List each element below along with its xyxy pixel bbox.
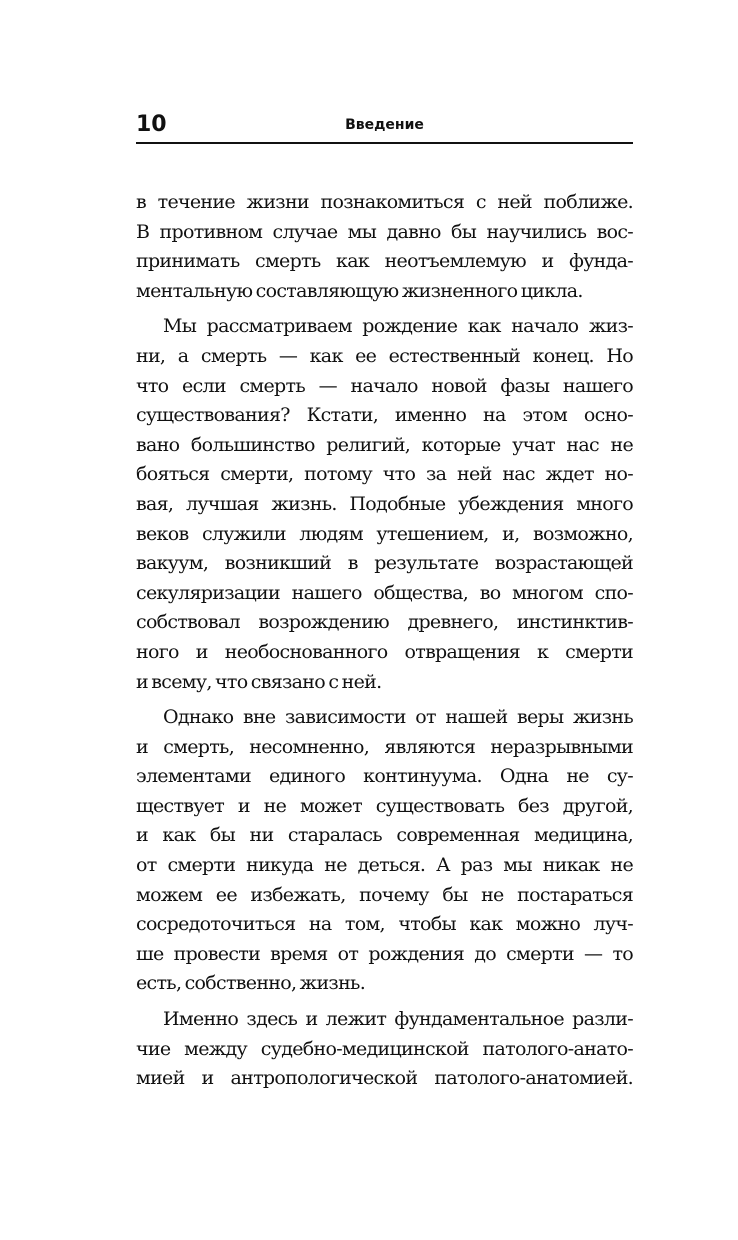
text-line: можем ее избежать, почему бы не постараться xyxy=(136,883,633,906)
text-line: вано большинство религий, которые учат нас не xyxy=(136,433,633,456)
text-line: мией и антропологической патолого-анатомией. xyxy=(136,1067,633,1090)
text-line: бояться смерти, потому что за ней нас ждет но- xyxy=(136,463,633,486)
text-line: ментальную составляющую жизненного цикла. xyxy=(136,279,583,302)
page-number: 10 xyxy=(136,112,167,137)
paragraph-2 xyxy=(136,312,633,697)
text-line: вая, лучшая жизнь. Подобные убеждения много xyxy=(136,492,633,515)
text-line: сосредоточиться на том, чтобы как можно луч- xyxy=(136,913,633,936)
text-line: и всему, что связано с ней. xyxy=(136,670,382,693)
text-line: ного и необоснованного отвращения к смерти xyxy=(136,640,633,663)
text-line: что если смерть — начало новой фазы нашего xyxy=(136,374,633,397)
text-body xyxy=(136,188,633,1100)
text-line: секуляризации нашего общества, во многом спо- xyxy=(136,581,633,604)
text-line: и как бы ни старалась современная медицина, xyxy=(136,824,633,847)
text-line: собствовал возрождению древнего, инстинктив- xyxy=(136,611,633,634)
text-line: и смерть, несомненно, являются неразрывными xyxy=(136,735,633,758)
text-line: Именно здесь и лежит фундаментальное разли- xyxy=(163,1008,633,1031)
paragraph-1 xyxy=(136,188,633,306)
text-line: ше провести время от рождения до смерти — то xyxy=(136,942,633,965)
text-line: ществует и не может существовать без другой, xyxy=(136,794,633,817)
text-line: от смерти никуда не деться. А раз мы никак не xyxy=(136,854,633,877)
text-line: в течение жизни познакомиться с ней поближе. xyxy=(136,191,633,213)
paragraph-4 xyxy=(136,1005,633,1094)
running-header xyxy=(136,110,633,144)
text-line: вакуум, возникший в результате возрастающей xyxy=(136,552,633,575)
text-line: Мы рассматриваем рождение как начало жиз- xyxy=(163,315,633,338)
text-line: В противном случае мы давно бы научились вос- xyxy=(136,220,633,243)
paragraph-3 xyxy=(136,703,633,999)
text-line: веков служили людям утешением, и, возможно, xyxy=(136,522,633,545)
text-line: чие между судебно-медицинской патолого-анато- xyxy=(136,1037,633,1060)
text-line: Однако вне зависимости от нашей веры жизнь xyxy=(163,706,633,729)
text-line: принимать смерть как неотъемлемую и фунда- xyxy=(136,250,633,273)
text-line: ни, а смерть — как ее естественный конец. Но xyxy=(136,344,633,367)
running-title: Введение xyxy=(345,117,424,133)
text-line: есть, собственно, жизнь. xyxy=(136,972,366,995)
text-line: существования? Кстати, именно на этом осно- xyxy=(136,404,633,427)
text-line: элементами единого континуума. Одна не су- xyxy=(136,765,633,788)
